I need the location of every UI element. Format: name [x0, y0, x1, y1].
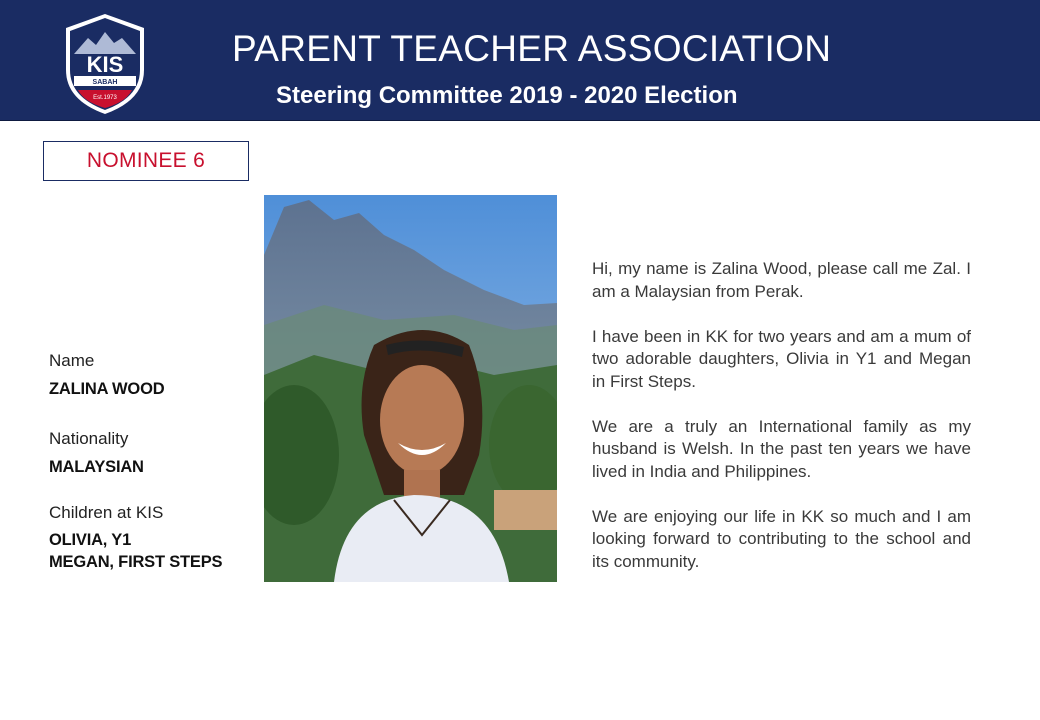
name-value: ZALINA WOOD	[49, 380, 165, 398]
nominee-label-box	[43, 141, 249, 181]
nationality-label: Nationality	[49, 429, 129, 448]
nationality-value: MALAYSIAN	[49, 458, 144, 476]
child-2-value: MEGAN, FIRST STEPS	[49, 553, 223, 571]
children-label: Children at KIS	[49, 503, 164, 522]
bio-paragraph: Hi, my name is Zalina Wood, please call me Zal. I am a Malaysian from Perak.	[592, 259, 971, 301]
bio-paragraph: We are enjoying our life in KK so much and I am looking forward to contributing to the school and its community.	[592, 506, 971, 571]
nominee-bio	[592, 258, 971, 596]
page-title: PARENT TEACHER ASSOCIATION	[232, 28, 832, 69]
logo-est-text: Est.1973	[93, 95, 117, 101]
child-1-value: OLIVIA, Y1	[49, 531, 132, 549]
nominee-label: NOMINEE 6	[86, 149, 206, 172]
bio-paragraph: I have been in KK for two years and am a mum of two adorable daughters, Olivia in Y1 and Megan in First Steps.	[592, 326, 971, 391]
header-banner	[0, 0, 1040, 121]
school-crest-logo	[62, 12, 148, 116]
logo-text: KIS	[86, 52, 124, 77]
name-label: Name	[49, 351, 95, 370]
page-subtitle: Steering Committee 2019 - 2020 Election	[276, 82, 738, 109]
nominee-photo	[264, 195, 557, 582]
bio-paragraph: We are a truly an International family as my husband is Welsh. In the past ten years we have lived in India and Philippines.	[592, 416, 971, 481]
logo-sub-text: SABAH	[92, 79, 118, 86]
